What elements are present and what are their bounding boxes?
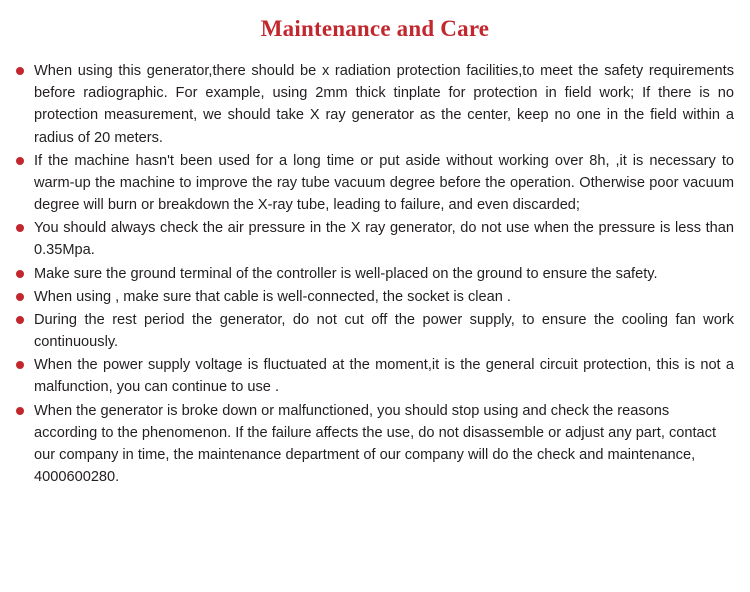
page-title: Maintenance and Care (260, 16, 490, 41)
bullet-dot-icon (16, 293, 24, 301)
list-item (14, 60, 734, 149)
list-item-text: Make sure the ground terminal of the controller is well-placed on the ground to ensure the safety. (34, 265, 658, 282)
list-item-text: When using , make sure that cable is well-connected, the socket is clean . (34, 288, 511, 305)
bullet-dot-icon (16, 67, 24, 75)
list-item-text: If the machine hasn't been used for a long time or put aside without working over 8h, ,it is necessary to warm-up the machine to improve the ray tube vacuum degree before the operation. Otherwise poor vacuum degree will burn or breakdown the X-ray tube, leading to failure, and even discarded; (34, 152, 734, 214)
list-item (14, 263, 734, 285)
list-item-text: When the power supply voltage is fluctuated at the moment,it is the general circuit protection, this is not a malfunction, you can continue to use . (34, 357, 734, 396)
bullet-dot-icon (16, 407, 24, 415)
list-item-text: When using this generator,there should be x radiation protection facilities,to meet the safety requirements before radiographic. For example, using 2mm thick tinplate for protection in field work; If there is no protection measurement, we should take X ray generator as the center, keep no one in the field within a radius of 20 meters. (34, 63, 734, 146)
bullet-dot-icon (16, 224, 24, 232)
list-item (14, 309, 734, 353)
list-item (14, 150, 734, 217)
list-item (14, 354, 734, 398)
list-item-text: During the rest period the generator, do not cut off the power supply, to ensure the cooling fan work continuously. (34, 311, 734, 351)
bullet-dot-icon (16, 270, 24, 278)
list-item-text: When the generator is broke down or malfunctioned, you should stop using and check the reasons according to the phenomenon. If the failure affects the use, do not disassemble or adjust any part, contact our company in time, the maintenance department of our company will do the check and maintenance, 4000600280. (34, 402, 717, 486)
list-item (14, 400, 734, 489)
list-item (14, 217, 734, 261)
bullet-dot-icon (16, 157, 24, 165)
bullet-dot-icon (16, 361, 24, 369)
maintenance-bullet-list (0, 60, 750, 488)
bullet-dot-icon (16, 316, 24, 324)
list-item-text: You should always check the air pressure in the X ray generator, do not use when the pressure is less than 0.35Mpa. (34, 220, 734, 259)
list-item (14, 286, 734, 308)
